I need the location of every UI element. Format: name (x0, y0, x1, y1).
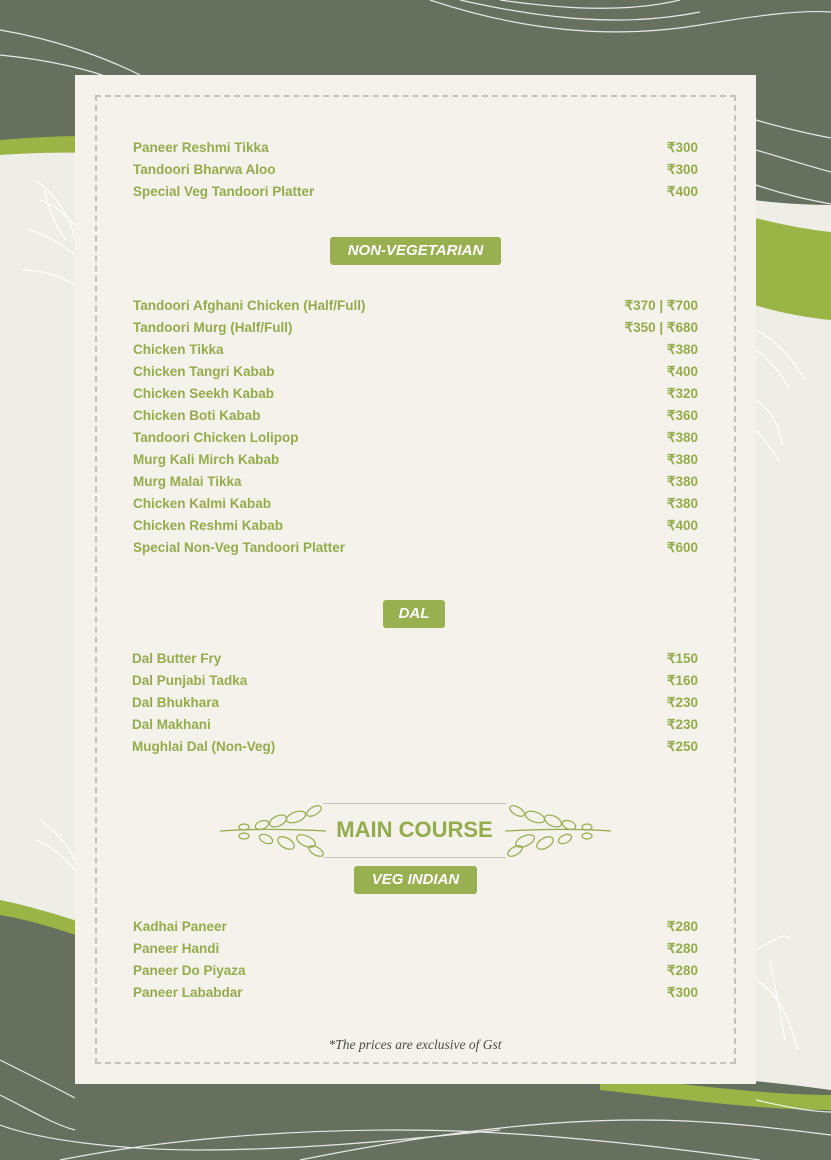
menu-item (133, 295, 698, 317)
menu-item (133, 515, 698, 537)
item-price: ₹320 (666, 386, 698, 401)
menu-item (133, 405, 698, 427)
item-name: Paneer Lababdar (133, 985, 243, 1000)
footer-note: *The prices are exclusive of Gst (328, 1037, 502, 1052)
item-name: Chicken Seekh Kabab (133, 386, 275, 401)
item-name: Mughlai Dal (Non-Veg) (132, 739, 276, 754)
menu-item (133, 537, 698, 559)
menu-item (133, 938, 698, 960)
item-price: ₹380 (666, 496, 698, 511)
item-price: ₹250 (666, 739, 698, 754)
item-name: Chicken Kalmi Kabab (133, 496, 272, 511)
floral-sprig-icon (218, 803, 328, 859)
item-price: ₹350 | ₹680 (624, 320, 698, 335)
item-price: ₹400 (666, 364, 698, 379)
menu-item (133, 339, 698, 361)
main-course-title: MAIN COURSE (323, 803, 506, 858)
item-name: Special Non-Veg Tandoori Platter (133, 540, 346, 555)
item-price: ₹300 (666, 985, 698, 1000)
menu-item (132, 670, 698, 692)
menu-item (133, 427, 698, 449)
item-name: Chicken Tikka (133, 342, 224, 357)
item-price: ₹370 | ₹700 (624, 298, 698, 313)
menu-item (132, 692, 698, 714)
menu-item (133, 493, 698, 515)
item-name: Murg Malai Tikka (133, 474, 242, 489)
item-name: Dal Butter Fry (132, 651, 222, 666)
menu-item (133, 960, 698, 982)
item-name: Dal Bhukhara (132, 695, 220, 710)
item-name: Paneer Reshmi Tikka (133, 140, 269, 155)
item-price: ₹300 (666, 140, 698, 155)
item-name: Tandoori Murg (Half/Full) (133, 320, 293, 335)
menu-item (133, 159, 698, 181)
item-price: ₹600 (666, 540, 698, 555)
menu-item (133, 317, 698, 339)
item-name: Special Veg Tandoori Platter (133, 184, 315, 199)
item-name: Chicken Tangri Kabab (133, 364, 275, 379)
item-price: ₹160 (666, 673, 698, 688)
menu-item (133, 181, 698, 203)
item-price: ₹380 (666, 430, 698, 445)
item-price: ₹380 (666, 342, 698, 357)
item-name: Dal Makhani (132, 717, 211, 732)
menu-item (133, 982, 698, 1004)
item-price: ₹380 (666, 452, 698, 467)
item-name: Murg Kali Mirch Kabab (133, 452, 280, 467)
menu-item (133, 449, 698, 471)
item-price: ₹360 (666, 408, 698, 423)
section-badge-dal: DAL (383, 600, 445, 628)
item-price: ₹230 (666, 695, 698, 710)
item-price: ₹150 (666, 651, 698, 666)
item-price: ₹280 (666, 919, 698, 934)
menu-item (132, 714, 698, 736)
item-price: ₹300 (666, 162, 698, 177)
menu-item (133, 471, 698, 493)
item-name: Tandoori Afghani Chicken (Half/Full) (133, 298, 366, 313)
item-name: Chicken Reshmi Kabab (133, 518, 284, 533)
section-badge-non-vegetarian: NON-VEGETARIAN (330, 237, 501, 265)
item-price: ₹230 (666, 717, 698, 732)
item-price: ₹280 (666, 941, 698, 956)
item-price: ₹400 (666, 184, 698, 199)
item-name: Tandoori Chicken Lolipop (133, 430, 299, 445)
item-name: Chicken Boti Kabab (133, 408, 261, 423)
item-name: Paneer Handi (133, 941, 220, 956)
item-name: Tandoori Bharwa Aloo (133, 162, 276, 177)
menu-item (132, 736, 698, 758)
menu-item (133, 361, 698, 383)
item-name: Dal Punjabi Tadka (132, 673, 248, 688)
menu-item (132, 648, 698, 670)
menu-item (133, 916, 698, 938)
item-name: Kadhai Paneer (133, 919, 227, 934)
menu-item (133, 137, 698, 159)
floral-sprig-icon (503, 803, 613, 859)
item-price: ₹400 (666, 518, 698, 533)
item-name: Paneer Do Piyaza (133, 963, 246, 978)
menu-item (133, 383, 698, 405)
section-badge-veg-indian: VEG INDIAN (354, 866, 477, 894)
item-price: ₹380 (666, 474, 698, 489)
item-price: ₹280 (666, 963, 698, 978)
